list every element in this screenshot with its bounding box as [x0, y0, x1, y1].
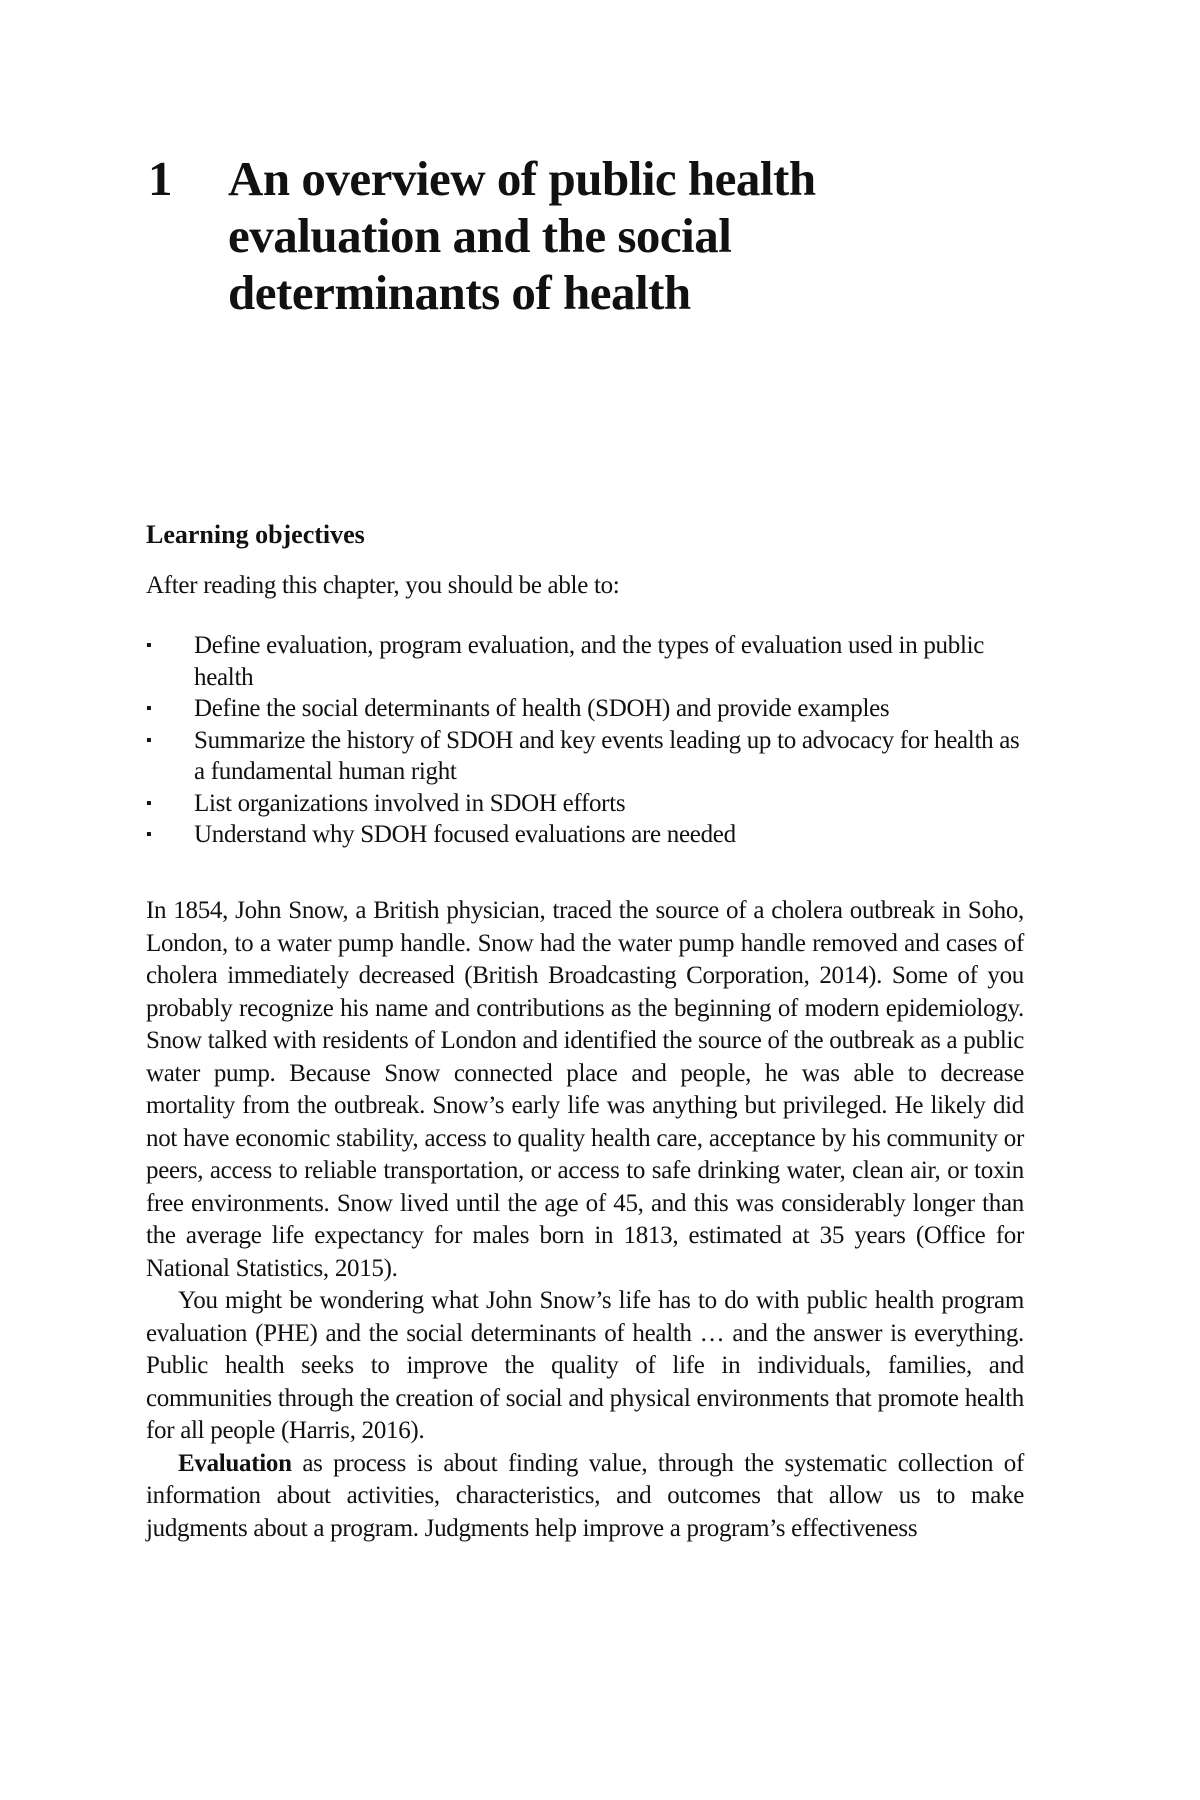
- objectives-heading: Learning objectives: [146, 520, 365, 549]
- paragraph-evaluation-text: as process is about finding value, through the systematic collection of information about activities, characteristics, and outcomes that allow us to make judgments about a program. Judgments help improve a program’s effectiveness: [146, 1449, 1024, 1542]
- list-item: [146, 788, 1026, 820]
- paragraph-evaluation: [146, 1448, 1024, 1546]
- paragraph-john-snow: In 1854, John Snow, a British physician, traced the source of a cholera outbreak in Soho, London, to a water pump handle. Snow had the water pump handle removed and cases of cholera immediately decreased (British Broadcasting Corporation, 2014). Some of you probably recognize his name and contributions as the beginning of modern epidemiology. Snow talked with residents of London and identified the source of the outbreak as a public water pump. Because Snow connected place and people, he was able to decrease mortality from the outbreak. Snow’s early life was anything but privileged. He likely did not have economic stability, access to quality health care, acceptance by his community or peers, access to reliable transportation, or access to safe drinking water, clean air, or toxin free environments. Snow lived until the age of 45, and this was considerably longer than the average life expectancy for males born in 1813, estimated at 35 years (Office for National Statistics, 2015).: [146, 897, 1024, 1282]
- objective-text: Define the social determinants of health (SDOH) and provide examples: [194, 695, 890, 722]
- objective-text: Define evaluation, program evaluation, and the types of evaluation used in public health: [194, 632, 985, 691]
- bullet-icon: ▪: [146, 826, 152, 843]
- chapter-title: An overview of public health evaluation and the social determinants of health: [228, 151, 816, 320]
- list-item: [146, 693, 1026, 725]
- list-item: [146, 819, 1026, 851]
- bullet-icon: ▪: [146, 731, 152, 749]
- list-item: [146, 725, 1026, 788]
- chapter-number: 1: [148, 151, 172, 206]
- objective-text: List organizations involved in SDOH efforts: [194, 789, 626, 817]
- objectives-list: [146, 630, 1026, 851]
- objective-text: Summarize the history of SDOH and key events leading up to advocacy for health as a fundamental human right: [194, 726, 1020, 785]
- list-item: [146, 630, 1026, 693]
- objective-text: Understand why SDOH focused evaluations are needed: [194, 821, 736, 848]
- learning-objectives: [146, 520, 1026, 851]
- objectives-intro: After reading this chapter, you should be able to:: [146, 572, 620, 599]
- bullet-icon: ▪: [146, 794, 152, 812]
- bullet-icon: ▪: [146, 700, 152, 717]
- paragraph-public-health: You might be wondering what John Snow’s life has to do with public health program evaluation (PHE) and the social determinants of health … and the answer is everything. Public health seeks to improve the quality of life in individuals, families, and communities through the creation of social and physical environments that promote health for all people (Harris, 2016).: [146, 1287, 1024, 1444]
- key-term-evaluation: Evaluation: [178, 1449, 292, 1477]
- bullet-icon: ▪: [146, 637, 152, 654]
- chapter-body: [146, 895, 1024, 1545]
